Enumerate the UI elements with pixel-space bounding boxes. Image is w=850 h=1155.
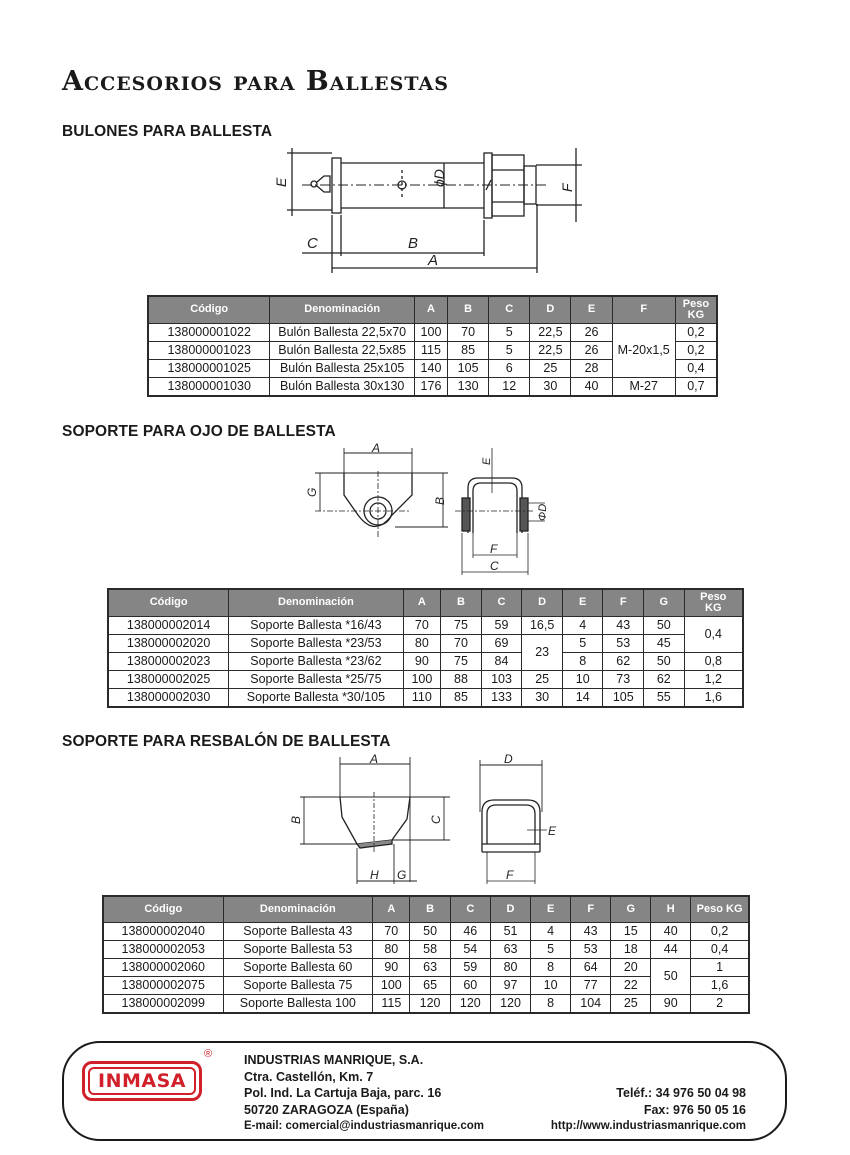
cell-c: 84 (481, 652, 522, 670)
table-row (103, 958, 749, 976)
col-header-f: F (571, 896, 611, 922)
cell-codigo: 138000002099 (103, 994, 223, 1013)
cell-b: 130 (448, 377, 489, 396)
cell-b: 85 (441, 688, 481, 707)
cell-b: 70 (441, 634, 481, 652)
soporte-resbalon-technical-drawing (282, 752, 582, 887)
cell-b: 120 (410, 994, 450, 1013)
cell-g: 45 (644, 634, 684, 652)
table-row (103, 940, 749, 958)
label-f: F (559, 183, 575, 192)
cell-b: 50 (410, 922, 450, 940)
table-row (148, 377, 717, 396)
cell-denominacion: Soporte Ballesta *16/43 (229, 616, 403, 634)
soporte-ojo-technical-drawing (300, 443, 560, 578)
address-line-3: 50720 ZARAGOZA (España) (244, 1102, 409, 1117)
cell-a: 110 (403, 688, 441, 707)
cell-f: 105 (603, 688, 644, 707)
cell-codigo: 138000002075 (103, 976, 223, 994)
cell-b: 88 (441, 670, 481, 688)
cell-peso: 0,2 (675, 323, 717, 341)
website-link[interactable]: http://www.industriasmanrique.com (550, 1120, 746, 1132)
col-header-c: C (481, 589, 522, 616)
cell-denominacion: Soporte Ballesta 75 (223, 976, 373, 994)
cell-codigo: 138000002023 (108, 652, 229, 670)
cell-codigo: 138000001023 (148, 341, 270, 359)
cell-e: 10 (531, 976, 571, 994)
col-header-a: A (373, 896, 410, 922)
cell-d: 51 (490, 922, 530, 940)
cell-a: 70 (373, 922, 410, 940)
col-header-denominacion: Denominación (229, 589, 403, 616)
cell-denominacion: Soporte Ballesta 60 (223, 958, 373, 976)
cell-c: 69 (481, 634, 522, 652)
label-b: B (408, 235, 419, 252)
cell-d: 120 (490, 994, 530, 1013)
cell-denominacion: Bulón Ballesta 22,5x85 (270, 341, 415, 359)
cell-b: 105 (448, 359, 489, 377)
company-contact (551, 1085, 746, 1135)
cell-denominacion: Bulón Ballesta 25x105 (270, 359, 415, 377)
cell-a: 115 (373, 994, 410, 1013)
cell-f: M-27 (612, 377, 675, 396)
cell-peso: 1,6 (684, 688, 743, 707)
label-d: ΦD (537, 503, 549, 521)
phone-number: Teléf.: 34 976 50 04 98 (616, 1086, 746, 1100)
cell-g: 20 (611, 958, 651, 976)
label-d: D (504, 752, 513, 766)
cell-e: 4 (562, 616, 602, 634)
cell-c: 59 (481, 616, 522, 634)
cell-e: 26 (571, 341, 612, 359)
cell-g: 18 (611, 940, 651, 958)
cell-d: 23 (522, 634, 563, 670)
cell-a: 100 (373, 976, 410, 994)
cell-b: 58 (410, 940, 450, 958)
cell-peso: 0,4 (675, 359, 717, 377)
cell-denominacion: Soporte Ballesta 53 (223, 940, 373, 958)
cell-g: 55 (644, 688, 684, 707)
cell-g: 50 (644, 616, 684, 634)
cell-codigo: 138000002014 (108, 616, 229, 634)
cell-a: 90 (373, 958, 410, 976)
label-a: A (372, 443, 381, 455)
table-row (103, 922, 749, 940)
label-f: F (490, 542, 498, 556)
col-header-f: F (612, 296, 675, 323)
cell-d: 25 (522, 670, 563, 688)
soporte-resbalon-table (102, 895, 750, 1014)
cell-a: 115 (414, 341, 447, 359)
label-d: ϕD (431, 169, 447, 187)
cell-c: 120 (450, 994, 490, 1013)
cell-c: 46 (450, 922, 490, 940)
label-h: H (370, 868, 379, 882)
table-row (108, 652, 743, 670)
col-header-d: D (530, 296, 571, 323)
cell-denominacion: Soporte Ballesta *23/53 (229, 634, 403, 652)
table-row (108, 688, 743, 707)
cell-e: 8 (531, 994, 571, 1013)
cell-e: 5 (562, 634, 602, 652)
cell-h: 90 (651, 994, 691, 1013)
cell-denominacion: Soporte Ballesta 100 (223, 994, 373, 1013)
cell-c: 6 (489, 359, 530, 377)
cell-peso: 0,8 (684, 652, 743, 670)
col-header-a: A (414, 296, 447, 323)
cell-e: 8 (562, 652, 602, 670)
bulon-technical-drawing (272, 138, 592, 278)
cell-d: 30 (522, 688, 563, 707)
section-title-soporte-ojo: SOPORTE PARA OJO DE BALLESTA (62, 423, 336, 440)
label-e: E (548, 824, 557, 838)
cell-f: 104 (571, 994, 611, 1013)
cell-d: 30 (530, 377, 571, 396)
cell-c: 60 (450, 976, 490, 994)
cell-codigo: 138000002020 (108, 634, 229, 652)
col-header-f: F (603, 589, 644, 616)
label-e: E (273, 177, 289, 187)
soporte-ojo-table (107, 588, 744, 708)
cell-f: M-20x1,5 (612, 323, 675, 377)
col-header-d: D (522, 589, 563, 616)
col-header-c: C (450, 896, 490, 922)
cell-b: 75 (441, 652, 481, 670)
col-header-peso: Peso KG (691, 896, 749, 922)
cell-e: 8 (531, 958, 571, 976)
cell-f: 64 (571, 958, 611, 976)
cell-peso: 2 (691, 994, 749, 1013)
cell-c: 103 (481, 670, 522, 688)
col-header-d: D (490, 896, 530, 922)
cell-a: 90 (403, 652, 441, 670)
cell-peso: 0,7 (675, 377, 717, 396)
cell-e: 40 (571, 377, 612, 396)
cell-denominacion: Soporte Ballesta *23/62 (229, 652, 403, 670)
cell-d: 22,5 (530, 341, 571, 359)
cell-a: 70 (403, 616, 441, 634)
table-row (108, 634, 743, 652)
cell-codigo: 138000002025 (108, 670, 229, 688)
cell-c: 5 (489, 323, 530, 341)
cell-e: 5 (531, 940, 571, 958)
cell-peso: 1 (691, 958, 749, 976)
cell-codigo: 138000002040 (103, 922, 223, 940)
cell-a: 140 (414, 359, 447, 377)
cell-f: 73 (603, 670, 644, 688)
table-row (108, 670, 743, 688)
cell-f: 77 (571, 976, 611, 994)
cell-f: 53 (603, 634, 644, 652)
label-e: E (481, 457, 493, 465)
company-address (244, 1052, 484, 1135)
cell-codigo: 138000002053 (103, 940, 223, 958)
cell-codigo: 138000001030 (148, 377, 270, 396)
cell-c: 5 (489, 341, 530, 359)
cell-g: 25 (611, 994, 651, 1013)
cell-d: 80 (490, 958, 530, 976)
cell-peso: 0,4 (691, 940, 749, 958)
cell-d: 16,5 (522, 616, 563, 634)
cell-c: 12 (489, 377, 530, 396)
cell-a: 80 (403, 634, 441, 652)
cell-d: 63 (490, 940, 530, 958)
col-header-denominacion: Denominación (223, 896, 373, 922)
cell-denominacion: Bulón Ballesta 30x130 (270, 377, 415, 396)
table-row (108, 616, 743, 634)
cell-e: 10 (562, 670, 602, 688)
label-b: B (433, 496, 447, 505)
cell-b: 75 (441, 616, 481, 634)
col-header-g: G (644, 589, 684, 616)
cell-c: 59 (450, 958, 490, 976)
label-a: A (370, 752, 379, 766)
cell-g: 22 (611, 976, 651, 994)
col-header-b: B (441, 589, 481, 616)
inmasa-logo (82, 1061, 202, 1101)
label-c: C (307, 235, 318, 252)
cell-codigo: 138000002030 (108, 688, 229, 707)
col-header-h: H (651, 896, 691, 922)
table-row (148, 323, 717, 341)
section-title-soporte-resbalon: SOPORTE PARA RESBALÓN DE BALLESTA (62, 733, 391, 750)
company-name: INDUSTRIAS MANRIQUE, S.A. (244, 1053, 424, 1067)
col-header-b: B (448, 296, 489, 323)
logo-text: INMASA (88, 1067, 196, 1095)
label-g: G (397, 868, 407, 882)
col-header-peso: Peso KG (684, 589, 743, 616)
col-header-g: G (611, 896, 651, 922)
cell-b: 70 (448, 323, 489, 341)
cell-g: 15 (611, 922, 651, 940)
cell-h: 50 (651, 958, 691, 994)
col-header-peso: Peso KG (675, 296, 717, 323)
cell-denominacion: Soporte Ballesta 43 (223, 922, 373, 940)
registered-mark-icon: ® (204, 1048, 213, 1060)
cell-e: 14 (562, 688, 602, 707)
cell-codigo: 138000002060 (103, 958, 223, 976)
col-header-e: E (531, 896, 571, 922)
cell-b: 65 (410, 976, 450, 994)
cell-e: 4 (531, 922, 571, 940)
cell-e: 28 (571, 359, 612, 377)
col-header-e: E (571, 296, 612, 323)
cell-denominacion: Bulón Ballesta 22,5x70 (270, 323, 415, 341)
cell-peso: 0,4 (684, 616, 743, 652)
cell-denominacion: Soporte Ballesta *25/75 (229, 670, 403, 688)
table-row (103, 994, 749, 1013)
cell-a: 80 (373, 940, 410, 958)
section-title-bulones: BULONES PARA BALLESTA (62, 123, 273, 140)
col-header-a: A (403, 589, 441, 616)
label-b: B (289, 815, 303, 824)
col-header-denominacion: Denominación (270, 296, 415, 323)
cell-g: 50 (644, 652, 684, 670)
cell-peso: 1,2 (684, 670, 743, 688)
page-title: Accesorios para Ballestas (62, 66, 449, 97)
cell-b: 85 (448, 341, 489, 359)
email-link[interactable]: E-mail: comercial@industriasmanrique.com (244, 1120, 485, 1132)
cell-d: 22,5 (530, 323, 571, 341)
label-a: A (428, 252, 439, 269)
cell-h: 40 (651, 922, 691, 940)
cell-peso: 0,2 (675, 341, 717, 359)
cell-a: 100 (403, 670, 441, 688)
cell-e: 26 (571, 323, 612, 341)
cell-a: 176 (414, 377, 447, 396)
cell-peso: 0,2 (691, 922, 749, 940)
col-header-codigo: Código (148, 296, 270, 323)
col-header-e: E (562, 589, 602, 616)
cell-denominacion: Soporte Ballesta *30/105 (229, 688, 403, 707)
col-header-codigo: Código (108, 589, 229, 616)
cell-f: 53 (571, 940, 611, 958)
cell-d: 25 (530, 359, 571, 377)
cell-f: 43 (571, 922, 611, 940)
cell-c: 54 (450, 940, 490, 958)
bulones-table (147, 295, 718, 397)
cell-b: 63 (410, 958, 450, 976)
cell-h: 44 (651, 940, 691, 958)
col-header-c: C (489, 296, 530, 323)
cell-peso: 1,6 (691, 976, 749, 994)
fax-number: Fax: 976 50 05 16 (643, 1102, 746, 1117)
col-header-codigo: Código (103, 896, 223, 922)
label-g: G (305, 487, 319, 497)
cell-g: 62 (644, 670, 684, 688)
address-line-2: Pol. Ind. La Cartuja Baja, parc. 16 (244, 1086, 442, 1100)
cell-f: 43 (603, 616, 644, 634)
cell-a: 100 (414, 323, 447, 341)
label-f: F (506, 868, 514, 882)
address-line-1: Ctra. Castellón, Km. 7 (244, 1069, 374, 1084)
col-header-b: B (410, 896, 450, 922)
label-c: C (429, 815, 443, 824)
cell-d: 97 (490, 976, 530, 994)
label-c: C (490, 559, 499, 573)
cell-c: 133 (481, 688, 522, 707)
cell-codigo: 138000001025 (148, 359, 270, 377)
cell-f: 62 (603, 652, 644, 670)
cell-codigo: 138000001022 (148, 323, 270, 341)
